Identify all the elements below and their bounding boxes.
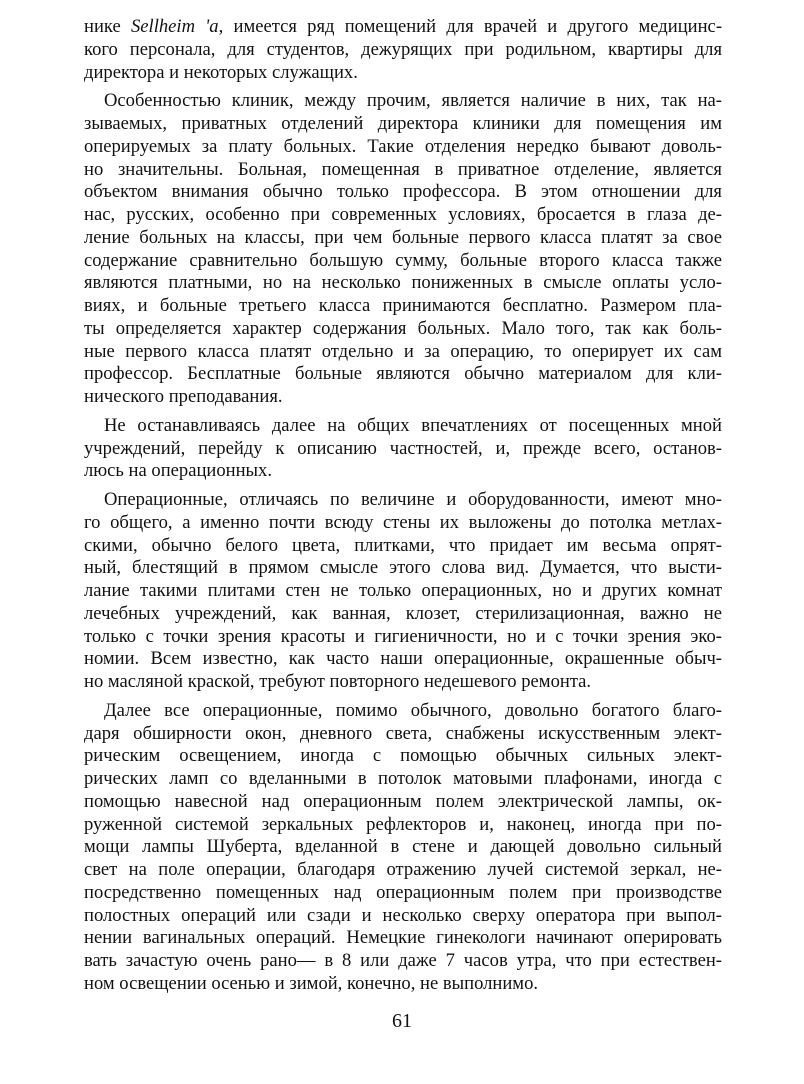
text-line: Особенностью клиник, между прочим, является наличие в них, так на- <box>104 90 722 112</box>
text-line: руженной системой зеркальных рефлекторов и, наконец, иногда при по- <box>84 813 722 835</box>
text-line: мощи лампы Шуберта, вделанной в стене и дающей довольно сильный <box>84 836 722 858</box>
text-line: лечебных учреждений, как ванная, клозет, стерилизационная, важно не <box>84 602 722 624</box>
text-line: ном освещении осенью и зимой, конечно, не выполнимо. <box>84 972 539 994</box>
text-line: нического преподавания. <box>84 386 283 407</box>
paragraph <box>84 489 722 694</box>
text-line: ные первого класса платят отдельно и за операцию, то оперирует их сам <box>84 340 722 362</box>
text-line: вать зачастую очень рано— в 8 или даже 7 часов утра, что при естествен- <box>84 950 722 971</box>
paragraph <box>84 700 722 996</box>
text-line: нас, русских, особенно при современных условиях, бросается в глаза де- <box>84 204 722 225</box>
text-line: номии. Всем известно, как часто наши операционные, окрашенные обыч- <box>84 648 722 670</box>
text-line: виях, и больные третьего класса принимаются бесплатно. Размером пла- <box>84 295 722 316</box>
text-line: Далее все операционные, помимо обычного, довольно богатого благо- <box>104 699 722 721</box>
text-line: рическим освещением, иногда с помощью обычных сильных элект- <box>84 745 722 767</box>
text-line: содержание сравнительно большую сумму, больные второго класса также <box>84 249 722 271</box>
text-line: профессор. Бесплатные больные являются обычно материалом для кли- <box>84 363 722 385</box>
body-text <box>84 16 722 1002</box>
text-line: директора и некоторых служащих. <box>84 61 358 83</box>
text-line: но значительны. Больная, помещенная в приватное отделение, является <box>84 158 722 180</box>
page-number: 61 <box>392 1010 412 1032</box>
text-line: го общего, а именно почти всюду стены их выложены до потолка метлах- <box>84 511 722 533</box>
text-line: кого персонала, для студентов, дежурящих при родильном, квартиры для <box>84 38 722 60</box>
text-line: полостных операций или сзади и несколько сверху оператора при выпол- <box>84 904 722 926</box>
paragraph <box>84 415 722 483</box>
text-line: скими, обычно белого цвета, плитками, что придает им весьма опрят- <box>84 534 722 556</box>
text-line: посредственно помещенных над операционным полем при производстве <box>84 881 722 903</box>
text-line: оперируемых за плату больных. Такие отделения нередко бывают доволь- <box>84 135 722 157</box>
paragraph <box>84 90 722 409</box>
text-line: учреждений, перейду к описанию частностей, и, прежде всего, останов- <box>84 437 722 459</box>
text-line: нике Sellheim 'а, имеется ряд помещений для врачей и другого медицинс- <box>84 16 723 37</box>
text-line: зываемых, приватных отделений директора клиники для помещения им <box>84 113 722 134</box>
text-line: лание такими плитами стен не только операционных, но и других комнат <box>84 580 722 601</box>
text-line: ты определяется характер содержания больных. Мало того, так как боль- <box>84 317 722 339</box>
text-line: но масляной краской, требуют повторного недешевого ремонта. <box>84 671 592 692</box>
text-line: люсь на операционных. <box>84 460 272 482</box>
paragraph <box>84 16 722 84</box>
text-line: являются платными, но на несколько пониженных в смысле оплаты усло- <box>84 272 722 294</box>
text-line: рических ламп со вделанными в потолок матовыми плафонами, иногда с <box>84 768 722 789</box>
text-line: Не останавливаясь далее на общих впечатлениях от посещенных мной <box>104 414 722 436</box>
text-line: только с точки зрения красоты и гигиеничности, но и с точки зрения эко- <box>84 625 722 647</box>
text-line: ление больных на классы, при чем больные первого класса платят за свое <box>84 226 722 248</box>
text-line: ный, блестящий в прямом смысле этого слова вид. Думается, что высти- <box>84 557 722 579</box>
text-line: даря обширности окон, дневного света, снабжены искусственным элект- <box>84 722 722 744</box>
text-line: Операционные, отличаясь по величине и оборудованности, имеют мно- <box>104 489 722 510</box>
text-line: помощью навесной над операционным полем электрической лампы, ок- <box>84 790 722 812</box>
text-line: свет на поле операции, благодаря отражению лучей системой зеркал, не- <box>84 859 722 880</box>
text-line: объектом внимания обычно только профессора. В этом отношении для <box>84 181 722 203</box>
text-line: нении вагинальных операций. Немецкие гинекологи начинают оперировать <box>84 927 722 949</box>
